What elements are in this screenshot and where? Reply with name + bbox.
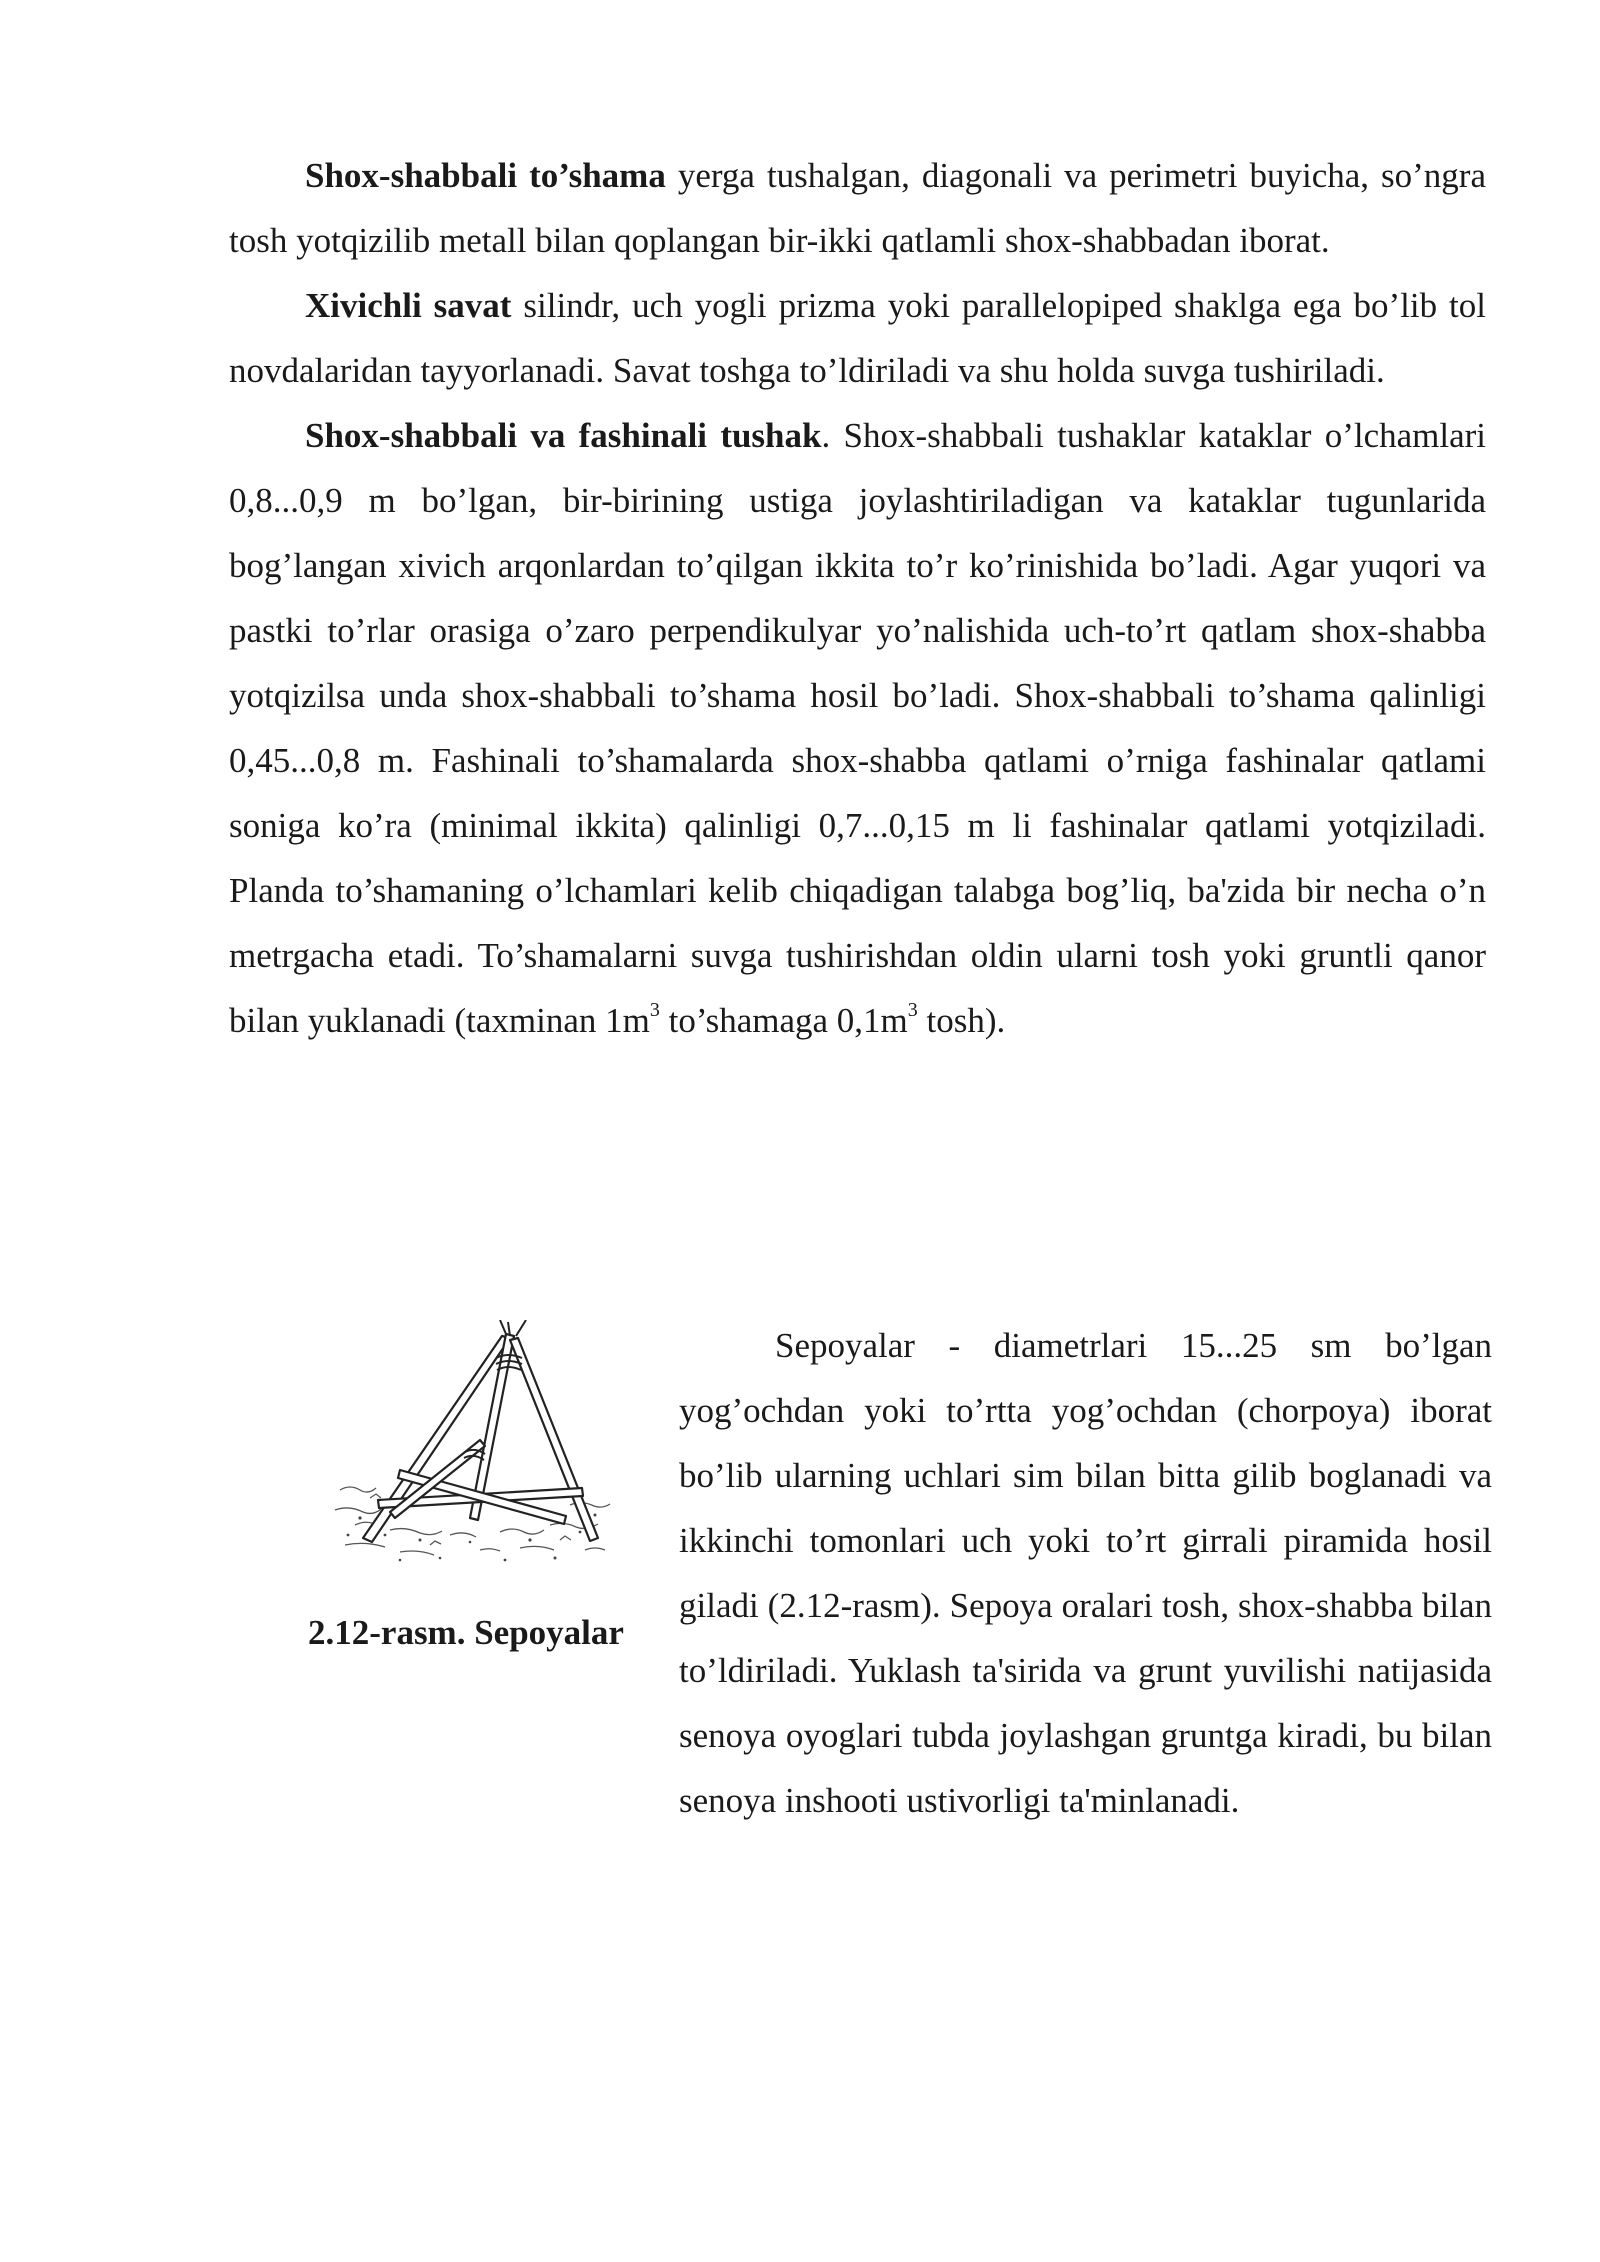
superscript: 3 <box>649 999 660 1021</box>
term-tushak: Shox-shabbali va fashinali tushak <box>305 416 822 455</box>
paragraph-text: silindr, uch yogli prizma yoki parallelopiped shaklga ega bo’lib tol novdalaridan tayyorlanadi. Savat toshga to’ldiriladi va shu holda suvga tushiriladi. <box>229 286 1486 390</box>
paragraph-text-c: tosh). <box>917 1001 1006 1040</box>
sepoyalar-illustration <box>330 1320 620 1580</box>
superscript: 3 <box>907 999 918 1021</box>
tripod-poles <box>363 1334 598 1542</box>
term-shox-shabbali-toshama: Shox-shabbali to’shama <box>305 156 666 195</box>
main-text <box>229 143 1486 1053</box>
paragraph-text-b: to’shamaga 0,1m <box>659 1001 908 1040</box>
term-xivichli-savat: Xivichli savat <box>305 286 512 325</box>
paragraph-text: yerga tushalgan, diagonali va perimetri buyicha, so’ngra tosh yotqizilib metall bilan qoplangan bir-ikki qatlamli shox-shabbadan iborat. <box>229 156 1486 260</box>
figure-caption: 2.12-rasm. Sepoyalar <box>308 1613 624 1652</box>
tripod-drawing <box>330 1320 620 1580</box>
paragraph-sepoyalar: Sepoyalar - diametrlari 15...25 sm bo’lgan yog’ochdan yoki to’rtta yog’ochdan (chorpoya) iborat bo’lib ularning uchlari sim bilan bitta gilib boglanadi va ikkinchi tomonlari uch yoki to’rt girrali piramida hosil giladi (2.12-rasm). Sepoya oralari tosh, shox-shabba bilan to’ldiriladi. Yuklash ta'sirida va grunt yuvilishi natijasida senoya oyoglari tubda joylashgan gruntga kiradi, bu bilan senoya inshooti ustivorligi ta'minlanadi. <box>679 1326 1492 1820</box>
paragraph-tushak <box>229 403 1486 1053</box>
paragraph-shox-shabbali-toshama <box>229 143 1486 273</box>
paragraph-text-a: . Shox-shabbali tushaklar kataklar o’lchamlari 0,8...0,9 m bo’lgan, bir-birining ustiga joylashtiriladigan va kataklar tugunlarida bog’langan xivich arqonlardan to’qilgan ikkita to’r ko’rinishida bo’ladi. Agar yuqori va pastki to’rlar orasiga o’zaro perpendikulyar yo’nalishida uch-to’rt qatlam shox-shabba yotqizilsa unda shox-shabbali to’shama hosil bo’ladi. Shox-shabbali to’shama qalinligi 0,45...0,8 m. Fashinali to’shamalarda shox-shabba qatlami o’rniga fashinalar qatlami soniga ko’ra (minimal ikkita) qalinligi 0,7...0,15 m li fashinalar qatlami yotqiziladi. Planda to’shamaning o’lchamlari kelib chiqadigan talabga bog’liq, ba'zida bir necha o’n metrgacha etadi. To’shamalarni suvga tushirishdan oldin ularni tosh yoki gruntli qanor bilan yuklanadi (taxminan 1m <box>229 416 1486 1040</box>
paragraph-xivichli-savat <box>229 273 1486 403</box>
sepoyalar-text <box>679 1313 1492 1833</box>
